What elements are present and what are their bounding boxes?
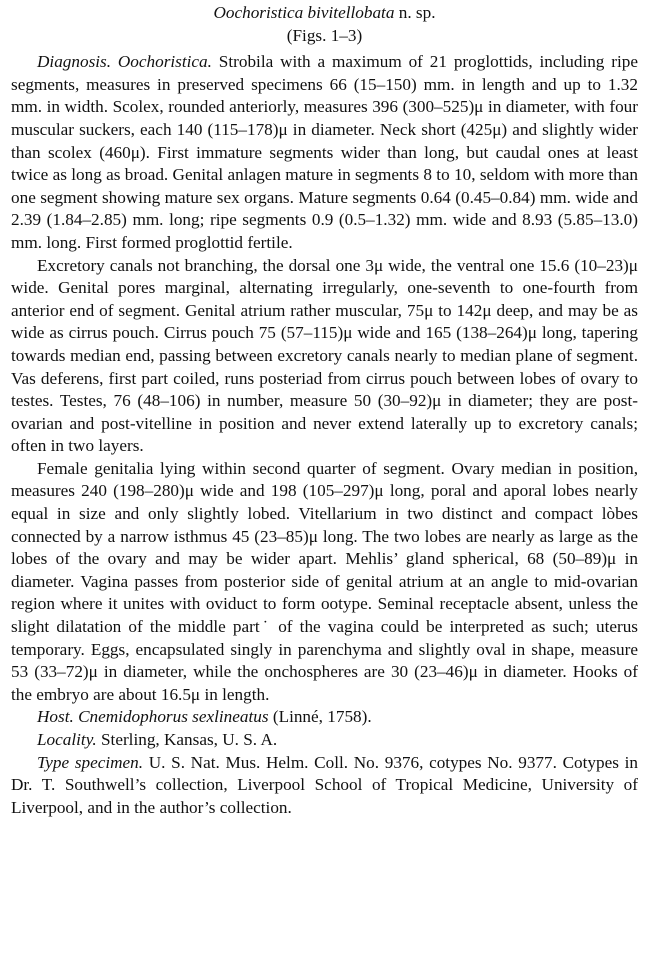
figure-reference: (Figs. 1–3) — [286, 25, 363, 45]
female-genitalia-text: Female genitalia lying within second quarter of segment. Ovary median in position, measures 240 (198–280)μ wide and 198 (105–297)μ long, poral and aporal lobes nearly equal in size and only slightly lobed. Vitellarium in two distinct and compact lòbes connected by a narrow isthmus 45 (23–85)μ long. The two lobes are nearly as large as the lobes of the ovary and may be wider apart. Mehlis’ gland spherical, 68 (50–89)μ in diameter. Vagina passes from posterior side of genital atrium at an angle to mid-ovarian region where it unites with oviduct to form ootype. Seminal receptacle absent, unless the slight dilatation of the middle part˙ of the vagina could be interpreted as such; uterus temporary. Eggs, encapsulated singly in parenchyma and slightly oval in shape, measure 53 (33–72)μ in diameter, while the onchospheres are 30 (23–46)μ in diameter. Hooks of the embryo are about 16.5μ in length. — [11, 458, 638, 704]
type-specimen-paragraph — [11, 752, 638, 820]
diagnosis-paragraph — [11, 51, 638, 254]
host-lead: Host. Cnemidophorus sexlineatus — [37, 707, 269, 727]
type-specimen-lead: Type specimen. — [37, 752, 144, 772]
species-status: n. sp. — [394, 3, 436, 22]
locality-lead: Locality. — [37, 730, 97, 749]
host-paragraph — [11, 706, 638, 729]
diagnosis-lead: Diagnosis. Oochoristica. — [37, 52, 212, 72]
species-title — [11, 2, 638, 25]
locality-text: Sterling, Kansas, U. S. A. — [96, 730, 278, 749]
species-heading — [11, 2, 638, 47]
excretory-text: Excretory canals not branching, the dorsal one 3μ wide, the ventral one 15.6 (10–23)μ wide. Genital pores marginal, alternating irregularly, one-seventh to one-fourth from anterior end of segment. Genital atrium rather muscular, 75μ to 142μ deep, and may be as wide as cirrus pouch. Cirrus pouch 75 (57–115)μ wide and 165 (138–264)μ long, tapering towards median end, passing between excretory canals nearly to median plane of segment. Vas deferens, first part coiled, runs posteriad from cirrus pouch between lobes of ovary to testes. Testes, 76 (48–106) in number, measure 50 (30–92)μ in diameter; they are post-ovarian and post-vitelline in position and never extend laterally up to excretory canals; often in two layers. — [11, 255, 638, 456]
locality-paragraph — [11, 729, 638, 752]
diagnosis-text: Strobila with a maximum of 21 proglottids, including ripe segments, measures in preserved specimens 66 (15–150) mm. in length and up to 1.32 mm. in width. Scolex, rounded anteriorly, measures 396 (300–525)μ in diameter, with four muscular suckers, each 140 (115–178)μ in diameter. Neck short (425μ) and slightly wider than scolex (460μ). First immature segments wider than long, but caudal ones at least twice as long as broad. Genital anlagen mature in segments 8 to 10, seldom with more than one segment showing mature sex organs. Mature segments 0.64 (0.45–0.84) mm. wide and 2.39 (1.84–2.85) mm. long; ripe segments 0.9 (0.5–1.32) mm. wide and 8.93 (5.85–13.0) mm. long. First formed proglottid fertile. — [11, 52, 638, 252]
type-specimen-text: U. S. Nat. Mus. Helm. Coll. No. 9376, cotypes No. 9377. Cotypes in Dr. T. Southwell’s collection, Liverpool School of Tropical Medicine, University of Liverpool, and in the author’s collection. — [11, 752, 638, 817]
species-name: Oochoristica bivitellobata — [213, 3, 395, 22]
host-text: (Linné, 1758). — [268, 707, 372, 727]
excretory-paragraph — [11, 255, 638, 458]
female-genitalia-paragraph — [11, 458, 638, 707]
